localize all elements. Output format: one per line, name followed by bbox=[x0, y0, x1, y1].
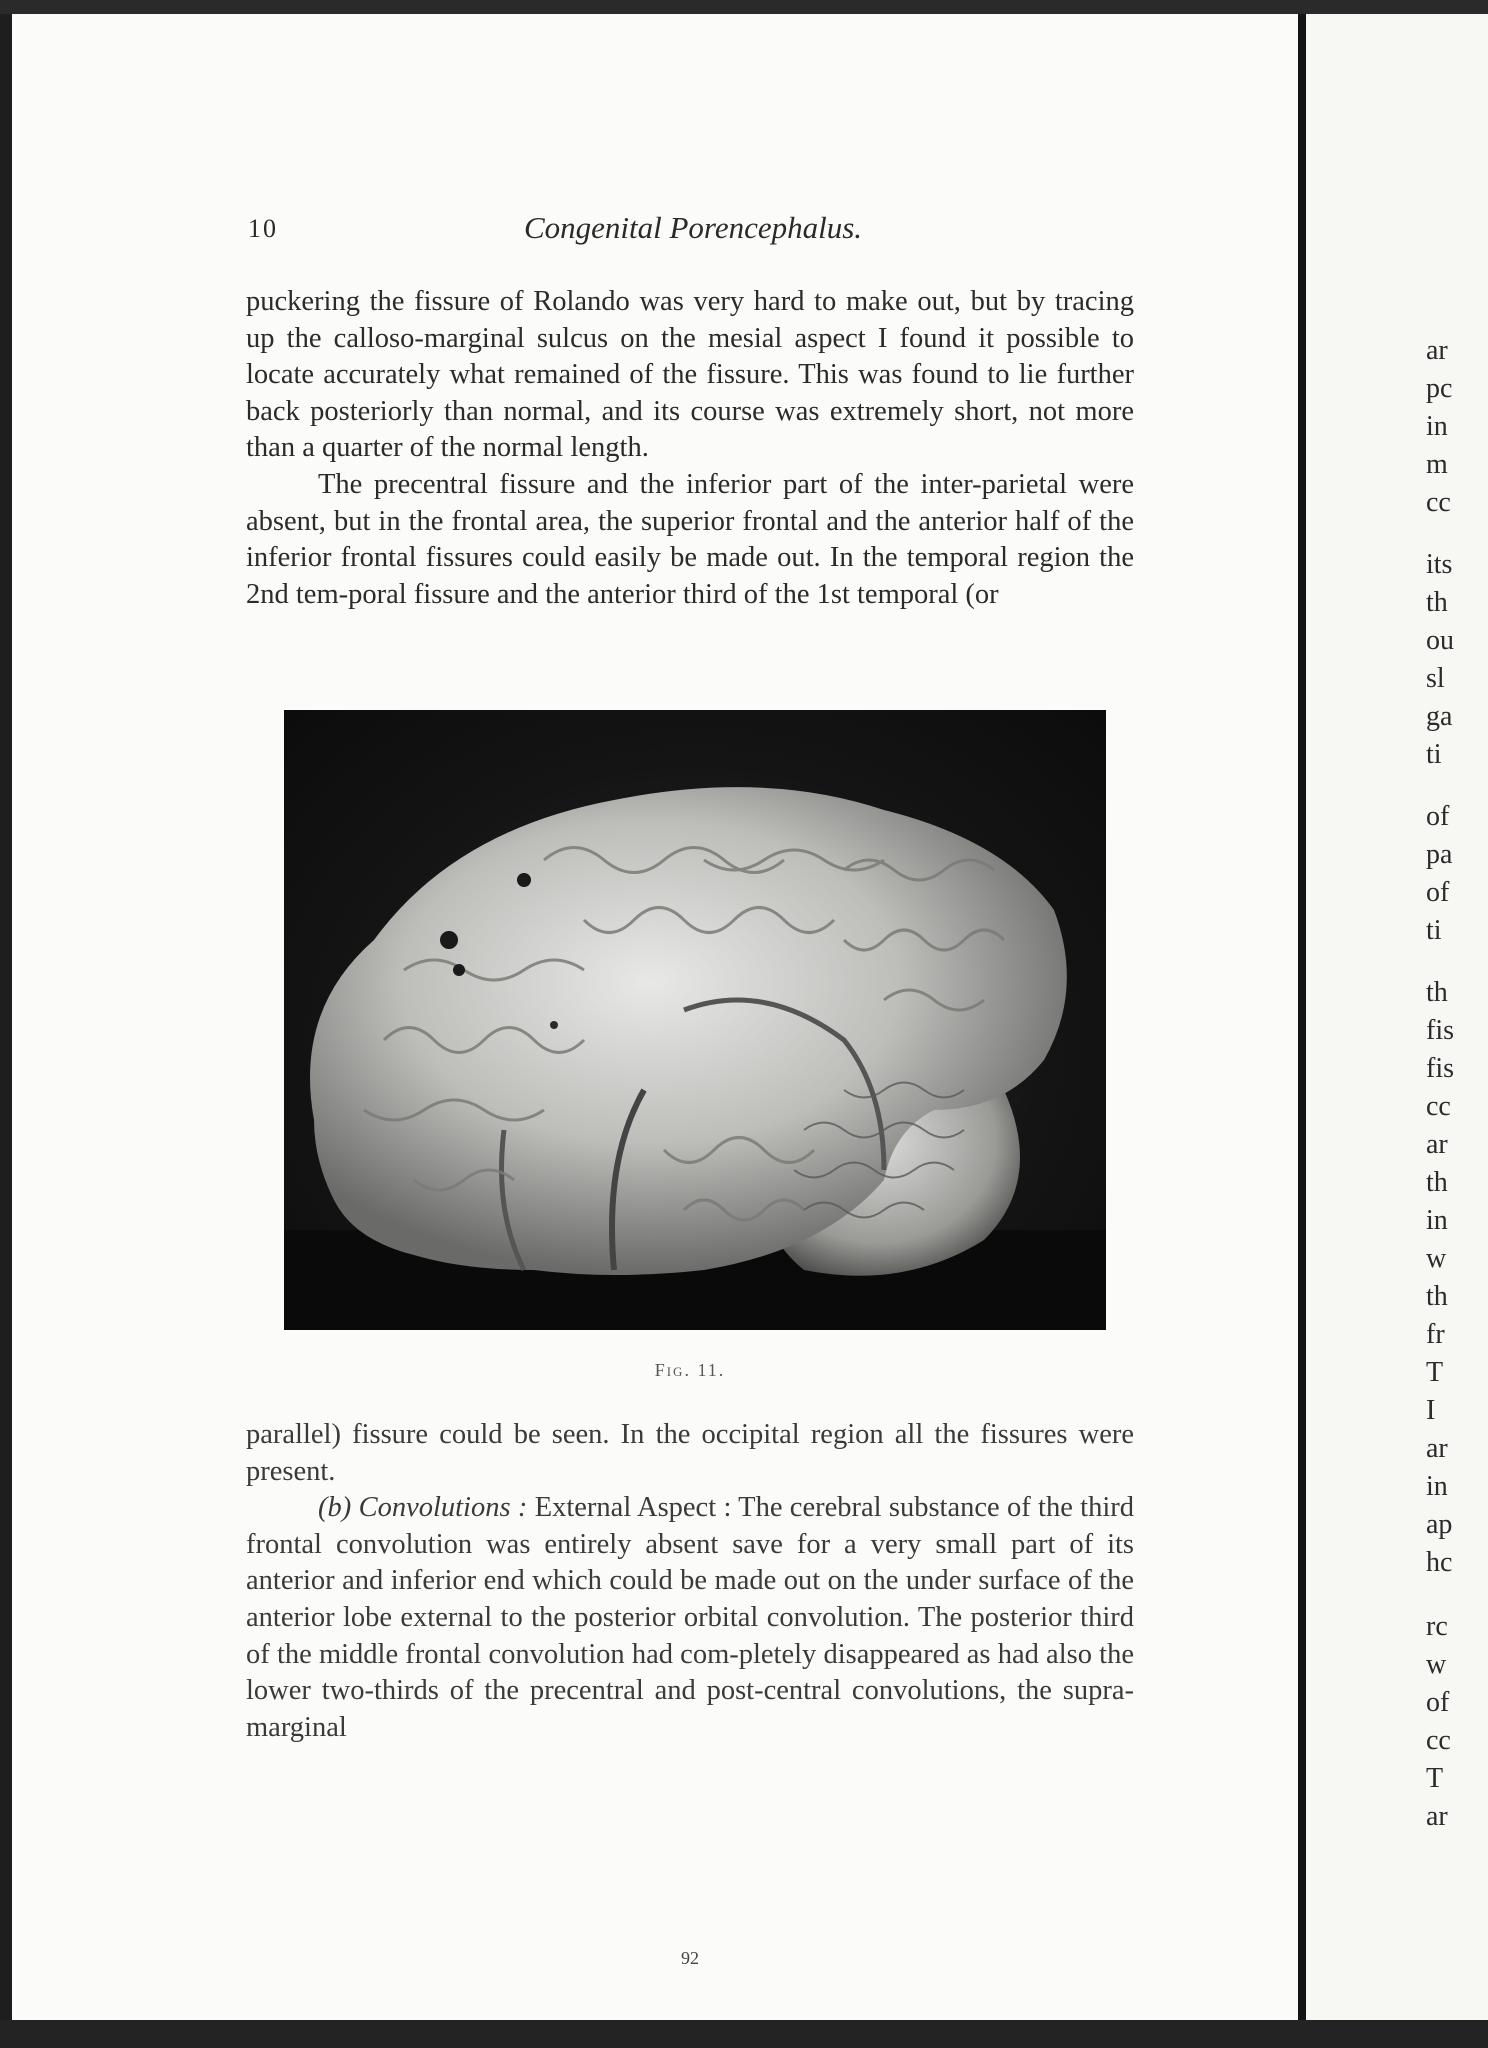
facing-fragment: T bbox=[1426, 1763, 1444, 1794]
brain-photograph bbox=[284, 710, 1106, 1330]
paragraph-1: puckering the fissure of Rolando was very hard to make out, but by tracing up the calloso-marginal sulcus on the mesial aspect I found it possible to locate accurately what remained of the fissure. This was found to lie further back posteriorly than normal, and its course was extremely short, not more than a quarter of the normal length. bbox=[246, 286, 1134, 464]
facing-fragment: rc bbox=[1426, 1611, 1448, 1642]
facing-fragment: in bbox=[1426, 1471, 1448, 1502]
facing-fragment: pa bbox=[1426, 839, 1453, 870]
facing-fragment: its bbox=[1426, 549, 1453, 580]
section-heading: Convolutions : bbox=[358, 1492, 528, 1524]
scan-edge-bottom bbox=[0, 2020, 1488, 2048]
facing-fragment: fr bbox=[1426, 1319, 1445, 1350]
facing-page bbox=[1306, 14, 1488, 2020]
facing-fragment: T bbox=[1426, 1357, 1444, 1388]
scan-edge-top bbox=[0, 0, 1488, 14]
facing-fragment: w bbox=[1426, 1649, 1447, 1680]
facing-fragment: cc bbox=[1426, 1091, 1451, 1122]
facing-fragment: ti bbox=[1426, 915, 1442, 946]
facing-fragment: w bbox=[1426, 1243, 1447, 1274]
facing-fragment: hc bbox=[1426, 1547, 1453, 1578]
facing-fragment: th bbox=[1426, 587, 1448, 618]
section-label: (b) bbox=[318, 1492, 352, 1524]
folio-number: 92 bbox=[681, 1948, 699, 1968]
facing-fragment: I bbox=[1426, 1395, 1436, 1426]
facing-fragment: ar bbox=[1426, 335, 1448, 366]
facing-fragment: ti bbox=[1426, 739, 1442, 770]
facing-fragment: ar bbox=[1426, 1129, 1448, 1160]
facing-fragment: th bbox=[1426, 977, 1448, 1008]
paragraph-2: The precentral fissure and the inferior part of the inter-parietal were absent, but in the frontal area, the superior frontal and the anterior half of the inferior frontal fissures could easily be made out. In the temporal region the 2nd tem-poral fissure and the anterior third of the 1st temporal (or bbox=[246, 468, 1134, 610]
facing-fragment: ar bbox=[1426, 1433, 1448, 1464]
facing-fragment: m bbox=[1426, 449, 1448, 480]
section-body: The cerebral substance of the third frontal convolution was entirely absent save for a very small part of its anterior and inferior end which could be made out on the under surface of the anterior lobe external to the posterior orbital convolution. The posterior third of the middle frontal convolution had com-pletely disappeared as had also the lower two-thirds of the precentral and post-central convolutions, the supra-marginal bbox=[246, 1492, 1134, 1743]
facing-fragment: of bbox=[1426, 1687, 1450, 1718]
facing-fragment: pc bbox=[1426, 373, 1453, 404]
facing-fragment: in bbox=[1426, 411, 1448, 442]
facing-fragment: cc bbox=[1426, 487, 1451, 518]
section-subheading: External Aspect : bbox=[534, 1492, 732, 1524]
facing-fragment: ga bbox=[1426, 701, 1453, 732]
facing-fragment: th bbox=[1426, 1167, 1448, 1198]
figure-caption: Fig. 11. bbox=[654, 1360, 726, 1380]
text-block-bottom bbox=[246, 1417, 1134, 1746]
facing-fragment: ar bbox=[1426, 1801, 1448, 1832]
facing-fragment: ou bbox=[1426, 625, 1454, 656]
text-block-top bbox=[246, 284, 1134, 613]
facing-fragment: th bbox=[1426, 1281, 1448, 1312]
facing-fragment: cc bbox=[1426, 1725, 1451, 1756]
facing-fragment: of bbox=[1426, 801, 1450, 832]
facing-fragment: of bbox=[1426, 877, 1450, 908]
facing-fragment: fis bbox=[1426, 1015, 1454, 1046]
facing-fragment: sl bbox=[1426, 663, 1445, 694]
facing-fragment: ap bbox=[1426, 1509, 1453, 1540]
page-header bbox=[248, 210, 1138, 254]
page-number: 10 bbox=[248, 214, 278, 243]
book-gutter bbox=[1298, 14, 1306, 2020]
facing-fragment: in bbox=[1426, 1205, 1448, 1236]
facing-fragment: fis bbox=[1426, 1053, 1454, 1084]
brain-illustration bbox=[284, 710, 1106, 1330]
paragraph-4 bbox=[246, 1490, 1134, 1746]
paragraph-3: parallel) fissure could be seen. In the occipital region all the fissures were present. bbox=[246, 1419, 1134, 1487]
running-title: Congenital Porencephalus. bbox=[523, 210, 863, 245]
